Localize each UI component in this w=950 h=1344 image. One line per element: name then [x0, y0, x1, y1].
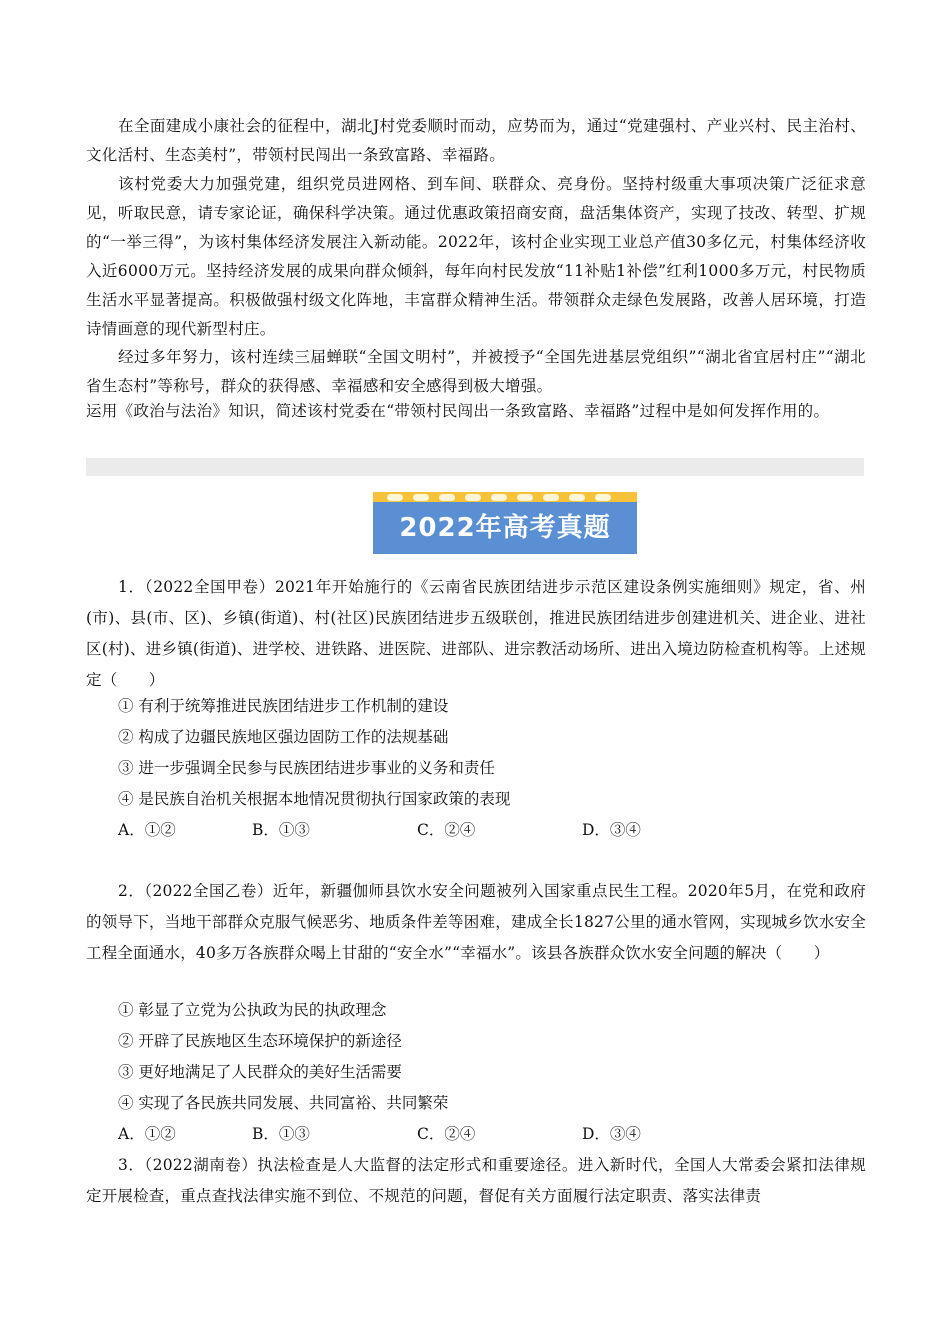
section-title: 2022年高考真题 [399, 513, 611, 543]
question-1-option: ③ 进一步强调全民参与民族团结进步事业的义务和责任 [118, 759, 495, 777]
banner-dot [465, 494, 481, 501]
question-2-choice-c: C．②④ [417, 1125, 476, 1143]
question-2-option: ① 彰显了立党为公执政为民的执政理念 [118, 1001, 387, 1019]
question-2-choice-b: B．①③ [252, 1125, 310, 1143]
question-1-choice-b: B．①③ [252, 821, 310, 839]
banner-dot [491, 494, 507, 501]
question-2-choice-a: A．①② [118, 1125, 176, 1143]
question-2-option: ② 开辟了民族地区生态环境保护的新途径 [118, 1032, 402, 1050]
banner-dot [595, 494, 611, 501]
passage-paragraph-1: 在全面建成小康社会的征程中，湖北J村党委顺时而动，应势而为，通过“党建强村、产业兴村、民主治村、文化活村、生态美村”，带领村民闯出一条致富路、幸福路。 [86, 117, 866, 164]
question-2-stem: 2．（2022全国乙卷）近年，新疆伽师县饮水安全问题被列入国家重点民生工程。2020年5月，在党和政府的领导下，当地干部群众克服气候恶劣、地质条件差等困难，建成全长1827公里的通水管网，实现城乡饮水安全工程全面通水，40多万各族群众喝上甘甜的“安全水”“幸福水”。该县各族群众饮水安全问题的解决（ ） [86, 882, 866, 962]
section-banner [373, 492, 637, 554]
question-1-option: ① 有利于统筹推进民族团结进步工作机制的建设 [118, 697, 449, 715]
question-1-choice-a: A．①② [118, 821, 176, 839]
banner-dot [439, 494, 455, 501]
question-2-choice-d: D．③④ [582, 1125, 641, 1143]
question-1-stem: 1．（2022全国甲卷）2021年开始施行的《云南省民族团结进步示范区建设条例实施细则》规定，省、州(市)、县(市、区)、乡镇(街道)、村(社区)民族团结进步五级联创，推进民族团结进步创建进机关、进企业、进社区(村)、进乡镇(街道)、进学校、进铁路、进医院、进部队、进宗教活动场所、进出入境边防检查机构等。上述规定（ ） [86, 578, 866, 689]
passage-paragraph-2: 该村党委大力加强党建，组织党员进网格、到车间、联群众、亮身份。坚持村级重大事项决策广泛征求意见，听取民意，请专家论证，确保科学决策。通过优惠政策招商安商，盘活集体资产，实现了技改、转型、扩规的“一举三得”，为该村集体经济发展注入新动能。2022年，该村企业实现工业总产值30多亿元，村集体经济收入近6000万元。坚持经济发展的成果向群众倾斜，每年向村民发放“11补贴1补偿”红利1000多万元，村民物质生活水平显著提高。积极做强村级文化阵地，丰富群众精神生活。带领群众走绿色发展路，改善人居环境，打造诗情画意的现代新型村庄。 [86, 175, 866, 338]
passage-question: 运用《政治与法治》知识，简述该村党委在“带领村民闯出一条致富路、幸福路”过程中是如何发挥作用的。 [86, 402, 830, 420]
passage-paragraph-3: 经过多年努力，该村连续三届蝉联“全国文明村”，并被授予“全国先进基层党组织”“湖北省宜居村庄”“湖北省生态村”等称号，群众的获得感、幸福感和安全感得到极大增强。 [86, 348, 866, 395]
question-1-option: ④ 是民族自治机关根据本地情况贯彻执行国家政策的表现 [118, 790, 511, 808]
question-2-option: ④ 实现了各民族共同发展、共同富裕、共同繁荣 [118, 1094, 449, 1112]
question-3-stem: 3．（2022湖南卷）执法检查是人大监督的法定形式和重要途径。进入新时代，全国人大常委会紧扣法律规定开展检查，重点查找法律实施不到位、不规范的问题，督促有关方面履行法定职责、落实法律责 [86, 1156, 866, 1205]
banner-dot [413, 494, 429, 501]
banner-dot [569, 494, 585, 501]
banner-dot [387, 494, 403, 501]
question-1-option: ② 构成了边疆民族地区强边固防工作的法规基础 [118, 728, 449, 746]
question-1-choice-c: C．②④ [417, 821, 476, 839]
answer-area-divider [86, 458, 864, 476]
banner-dot [517, 494, 533, 501]
question-1-choice-d: D．③④ [582, 821, 641, 839]
question-2-option: ③ 更好地满足了人民群众的美好生活需要 [118, 1063, 402, 1081]
banner-dot [543, 494, 559, 501]
